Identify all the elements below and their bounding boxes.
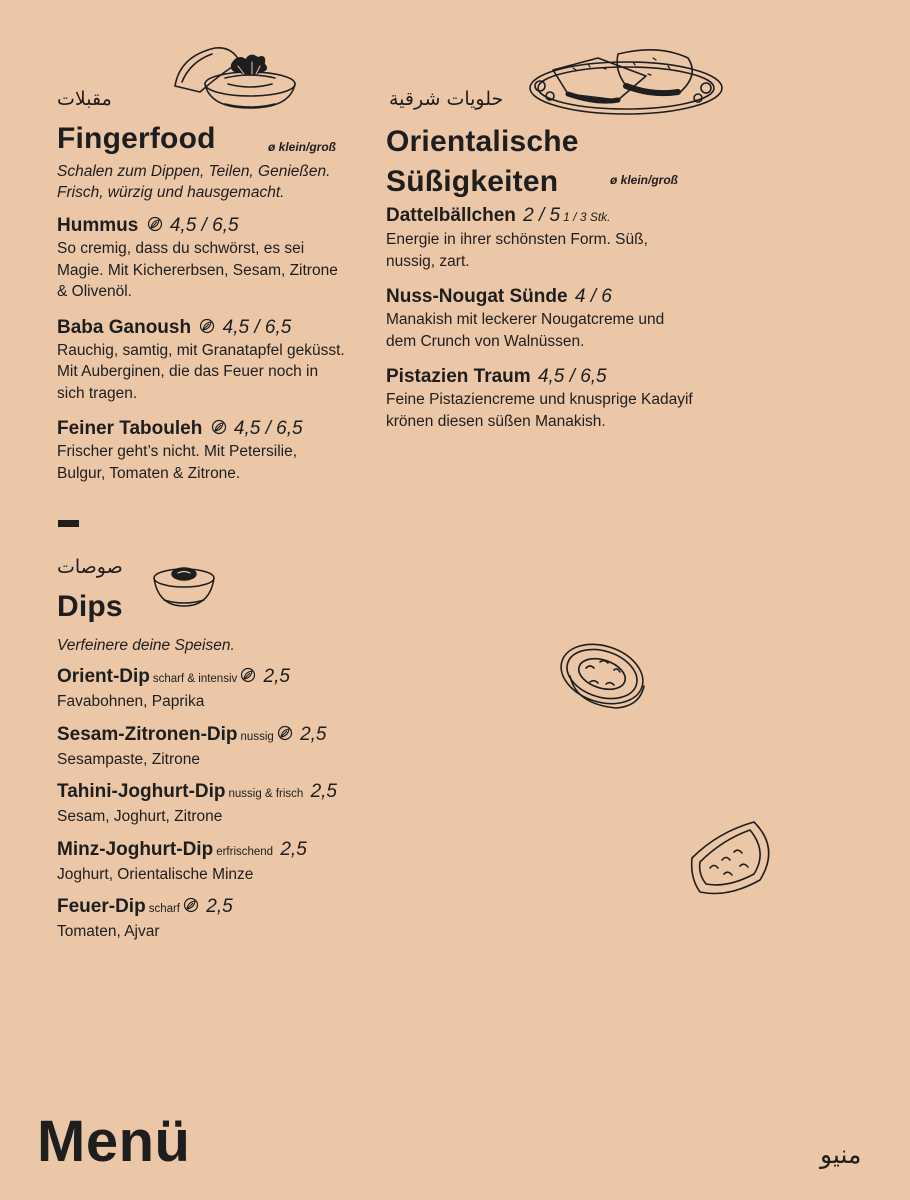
item-tag: erfrischend: [216, 845, 274, 858]
tomato-slice-icon: [556, 640, 648, 712]
item-tag: nussig & frisch: [228, 788, 304, 800]
menu-item: [57, 895, 377, 943]
item-price: 2,5: [206, 896, 233, 917]
item-name: Baba Ganoush: [57, 316, 192, 338]
fingerfood-size-note: ø klein/groß: [268, 140, 337, 154]
sweets-title-line2: Süßigkeiten: [386, 165, 559, 198]
sweets-title-line1: Orientalische: [386, 125, 579, 158]
dips-title: Dips: [57, 590, 123, 623]
sweets-title: [386, 122, 579, 202]
item-price: 2,5: [310, 781, 337, 802]
menu-item: [57, 665, 377, 713]
item-name: Pistazien Traum: [386, 366, 531, 387]
item-description: Rauchig, samtig, mit Granatapfel geküsst. Mit Auberginen, die das Feuer noch in sich tragen.: [57, 341, 345, 402]
item-tag: nussig: [240, 730, 274, 743]
menu-item: [57, 723, 377, 771]
item-name: Minz-Joghurt-Dip: [57, 838, 214, 860]
item-description: Sesam, Joghurt, Zitrone: [57, 808, 223, 825]
item-name: Feuer-Dip: [57, 896, 146, 917]
item-name: Feiner Tabouleh: [57, 418, 203, 439]
tomato-wedge-icon: [688, 818, 778, 898]
fingerfood-intro: Schalen zum Dippen, Teilen, Genießen. Frisch, würzig und hausgemacht.: [57, 163, 331, 201]
menu-item: [57, 316, 347, 405]
menu-item: [386, 365, 706, 432]
menu-footer-title: Menü: [37, 1109, 191, 1174]
item-tag: scharf & intensiv: [152, 673, 238, 685]
dips-section: [57, 635, 377, 953]
menu-footer-arabic: منيو: [820, 1140, 862, 1169]
fingerfood-title: Fingerfood: [57, 122, 216, 155]
vegan-leaf-icon: [240, 667, 256, 683]
item-name: Dattelbällchen: [386, 205, 516, 226]
item-price: 4 / 6: [574, 286, 612, 307]
item-description: Frischer geht’s nicht. Mit Petersilie, Bulgur, Tomaten & Zitrone.: [57, 443, 298, 482]
item-name: Tahini-Joghurt-Dip: [57, 781, 226, 802]
item-tag: scharf: [148, 903, 181, 915]
item-description: Sesampaste, Zitrone: [57, 750, 201, 768]
menu-item: [57, 417, 347, 484]
item-name: Sesam-Zitronen-Dip: [57, 723, 238, 745]
menu-item: [57, 838, 377, 886]
item-quantity: 1 / 3 Stk.: [563, 210, 611, 224]
hummus-bowl-icon: [170, 44, 300, 112]
item-price: 2,5: [300, 723, 327, 745]
item-price: 4,5 / 6,5: [169, 215, 239, 236]
item-description: Energie in ihrer schönsten Form. Süß, nussig, zart.: [386, 231, 648, 270]
fingerfood-section: [57, 161, 347, 497]
item-price: 4,5 / 6,5: [222, 316, 292, 338]
manakish-plate-icon: [528, 46, 728, 118]
item-price: 4,5 / 6,5: [537, 366, 607, 387]
item-price: 4,5 / 6,5: [233, 418, 303, 439]
fingerfood-arabic-heading: مقبلات: [57, 88, 112, 110]
sweets-size-note: ø klein/groß: [610, 173, 679, 187]
section-divider: [58, 520, 79, 527]
vegan-leaf-icon: [277, 725, 293, 741]
menu-item: [386, 285, 706, 352]
item-price: 2,5: [280, 838, 307, 860]
menu-item: [57, 214, 347, 303]
item-price: 2 / 5: [523, 205, 561, 226]
item-name: Orient-Dip: [57, 666, 150, 687]
item-name: Nuss-Nougat Sünde: [386, 286, 568, 307]
menu-item: [57, 780, 377, 828]
item-description: So cremig, dass du schwörst, es sei Magie. Mit Kichererbsen, Sesam, Zitrone & Olivenöl.: [57, 240, 338, 300]
dips-arabic-heading: صوصات: [57, 556, 123, 578]
sweets-section: [386, 204, 706, 445]
item-description: Joghurt, Orientalische Minze: [57, 865, 254, 883]
item-description: Favabohnen, Paprika: [57, 693, 205, 710]
vegan-leaf-icon: [183, 897, 199, 913]
item-description: Feine Pistaziencreme und knusprige Kadayif krönen diesen süßen Manakish.: [386, 391, 693, 430]
item-description: Manakish mit leckerer Nougatcreme und dem Crunch von Walnüssen.: [386, 311, 665, 350]
dips-intro: Verfeinere deine Speisen.: [57, 637, 235, 654]
vegan-leaf-icon: [211, 419, 227, 435]
sweets-arabic-heading: حلويات شرقية: [389, 88, 504, 110]
item-price: 2,5: [263, 666, 290, 687]
item-description: Tomaten, Ajvar: [57, 923, 160, 940]
item-name: Hummus: [57, 215, 139, 236]
menu-item: [386, 204, 706, 272]
vegan-leaf-icon: [199, 318, 215, 334]
dip-bowl-icon: [150, 562, 218, 610]
vegan-leaf-icon: [147, 216, 163, 232]
